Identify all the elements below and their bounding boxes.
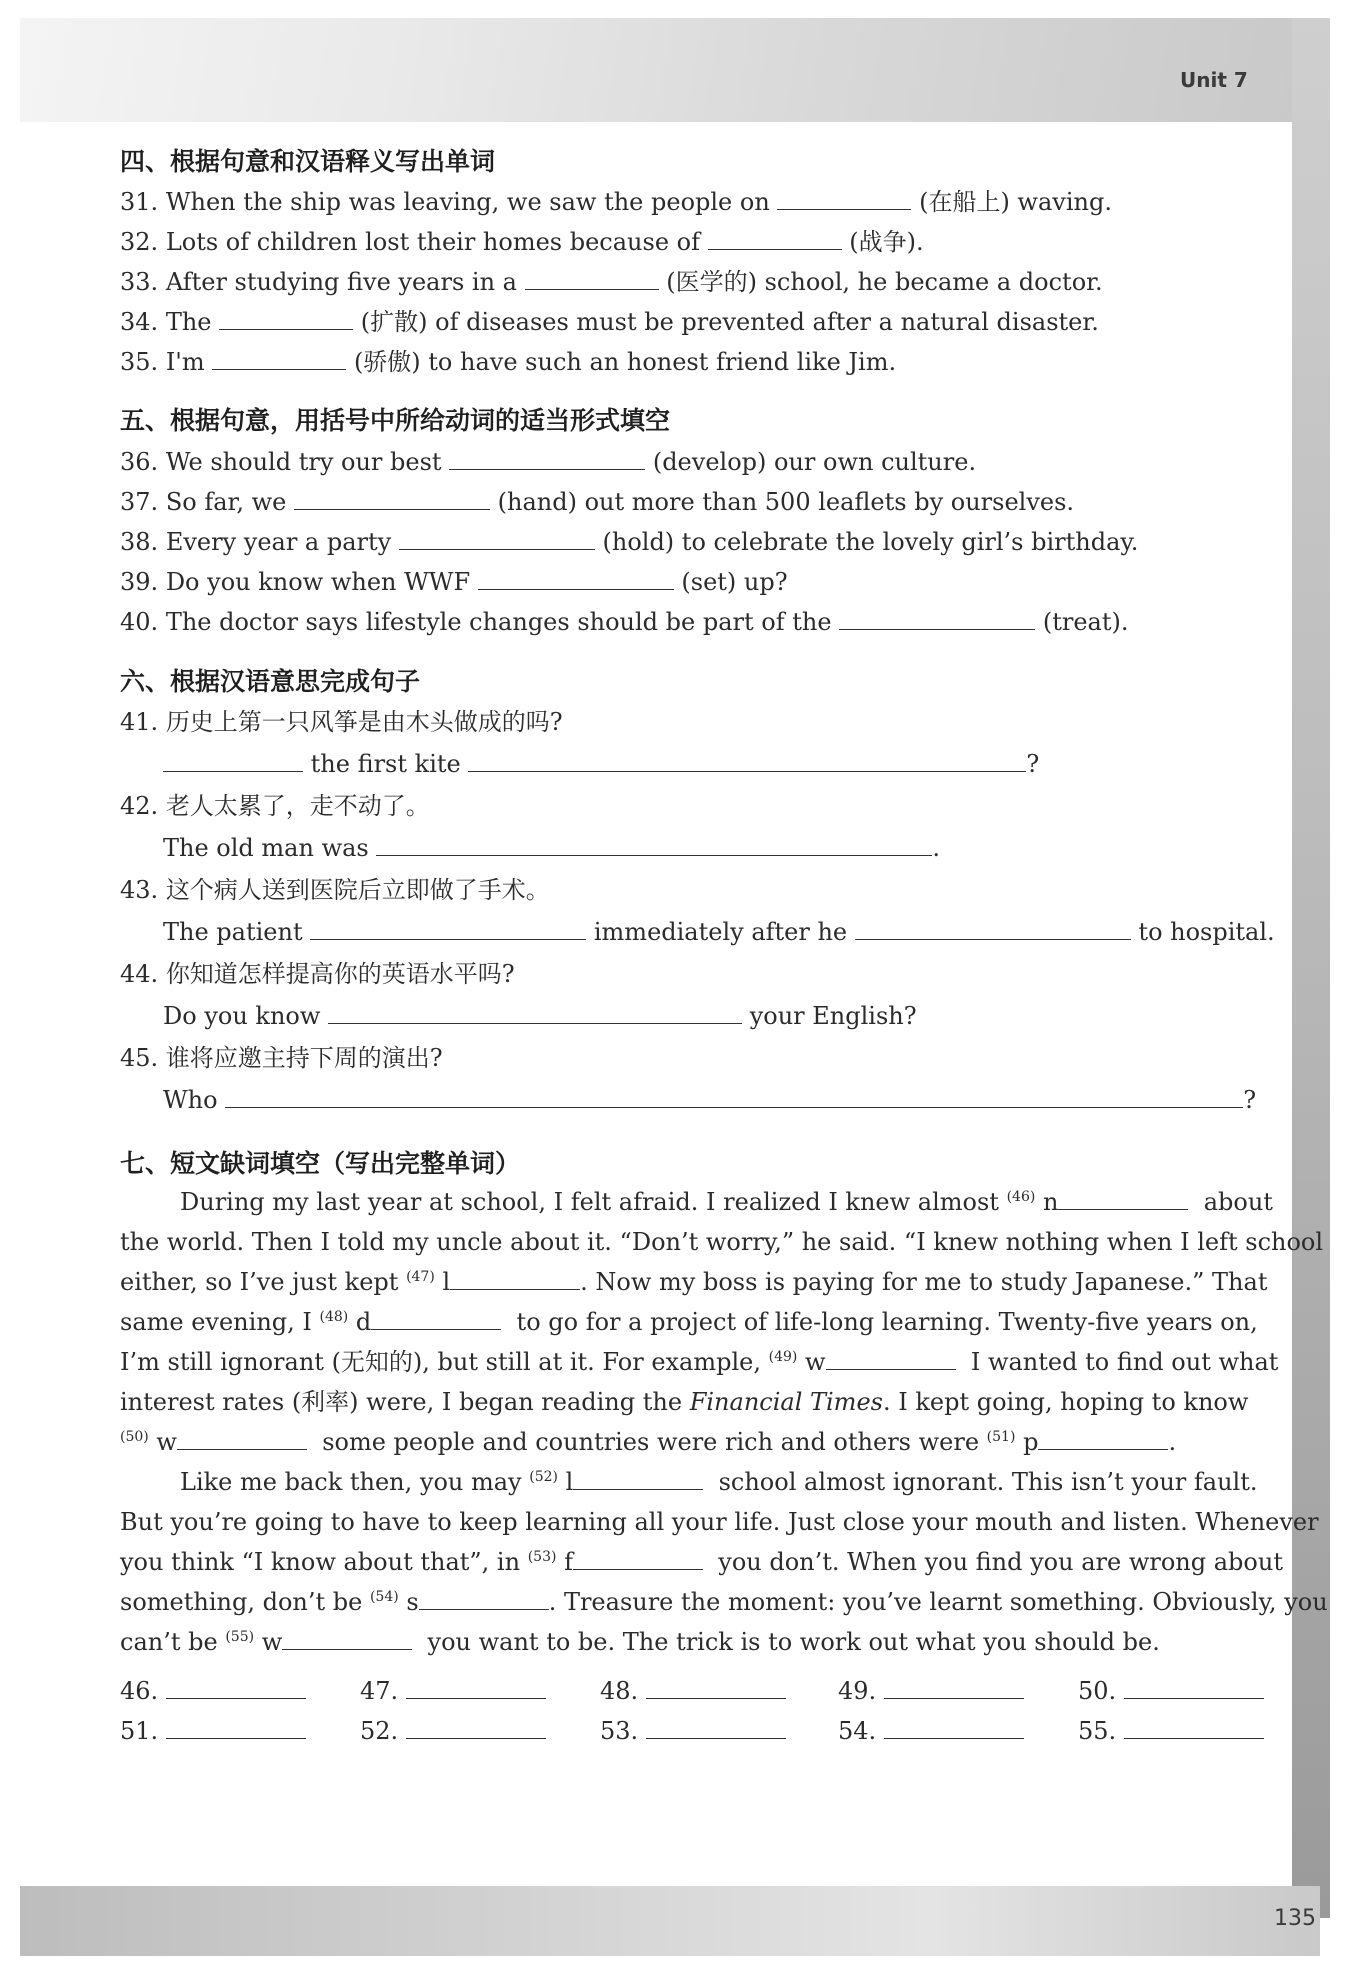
answer-blank-47[interactable] bbox=[450, 1267, 580, 1290]
answer-line-47[interactable] bbox=[406, 1676, 546, 1699]
page-header-band bbox=[20, 18, 1320, 122]
answer-line-51[interactable] bbox=[166, 1716, 306, 1739]
question-43-english: The patient immediately after he to hospital. bbox=[163, 918, 1275, 946]
question-42-chinese: 42. 老人太累了，走不动了。 bbox=[120, 792, 430, 820]
question-33: 33. After studying five years in a (医学的) school, he became a doctor. bbox=[120, 268, 1103, 296]
answer-slot-52: 52. bbox=[360, 1716, 546, 1745]
answer-blank-55[interactable] bbox=[282, 1627, 412, 1650]
passage-line-10: you think “I know about that”, in $^{(53)}$ f you don’t. When you find you are wrong about bbox=[120, 1548, 1283, 1576]
question-39: 39. Do you know when WWF (set) up? bbox=[120, 568, 788, 596]
passage-line-8: Like me back then, you may $^{(52)}$ l school almost ignorant. This isn’t your fault. bbox=[180, 1468, 1258, 1496]
question-34: 34. The (扩散) of diseases must be prevented after a natural disaster. bbox=[120, 308, 1099, 336]
answer-slot-49: 49. bbox=[838, 1676, 1024, 1705]
question-45-english: Who ? bbox=[163, 1086, 1257, 1114]
answer-blank-33[interactable] bbox=[525, 267, 659, 290]
page-footer-band bbox=[20, 1886, 1320, 1956]
answer-blank-44[interactable] bbox=[328, 1001, 742, 1024]
question-35: 35. I'm (骄傲) to have such an honest friend like Jim. bbox=[120, 348, 897, 376]
unit-label: Unit 7 bbox=[1180, 68, 1248, 92]
answer-blank-52[interactable] bbox=[573, 1467, 703, 1490]
answer-blank-54[interactable] bbox=[419, 1587, 549, 1610]
section-7-title: 七、短文缺词填空（写出完整单词） bbox=[120, 1149, 521, 1178]
question-32: 32. Lots of children lost their homes because of (战争). bbox=[120, 228, 924, 256]
answer-blank-53[interactable] bbox=[573, 1547, 703, 1570]
passage-line-6: interest rates (利率) were, I began reading the Financial Times. I kept going, hoping to know bbox=[120, 1388, 1249, 1416]
answer-blank-48[interactable] bbox=[371, 1307, 501, 1330]
question-42-english: The old man was . bbox=[163, 834, 941, 862]
answer-blank-32[interactable] bbox=[708, 227, 842, 250]
question-36: 36. We should try our best (develop) our own culture. bbox=[120, 448, 977, 476]
answer-blank-43a[interactable] bbox=[310, 917, 586, 940]
answer-slot-47: 47. bbox=[360, 1676, 546, 1705]
passage-line-3: either, so I’ve just kept $^{(47)}$ l . Now my boss is paying for me to study Japanese.” That bbox=[120, 1268, 1268, 1296]
answer-line-55[interactable] bbox=[1124, 1716, 1264, 1739]
answer-slot-55: 55. bbox=[1078, 1716, 1264, 1745]
answer-blank-39[interactable] bbox=[478, 567, 674, 590]
answer-slot-46: 46. bbox=[120, 1676, 306, 1705]
passage-line-9: But you’re going to have to keep learning all your life. Just close your mouth and listen. Whenever bbox=[120, 1508, 1319, 1536]
answer-blank-51[interactable] bbox=[1038, 1427, 1168, 1450]
answer-blank-34[interactable] bbox=[219, 307, 353, 330]
answer-blank-49[interactable] bbox=[826, 1347, 956, 1370]
answer-line-52[interactable] bbox=[406, 1716, 546, 1739]
answer-grid bbox=[120, 1670, 1270, 1760]
passage-line-5: I’m still ignorant (无知的), but still at it. For example, $^{(49)}$ w I wanted to find out what bbox=[120, 1348, 1279, 1376]
answer-blank-41b[interactable] bbox=[468, 749, 1026, 772]
answer-blank-35[interactable] bbox=[212, 347, 346, 370]
answer-slot-50: 50. bbox=[1078, 1676, 1264, 1705]
answer-blank-40[interactable] bbox=[839, 607, 1035, 630]
passage-line-12: can’t be $^{(55)}$ w you want to be. The trick is to work out what you should be. bbox=[120, 1628, 1160, 1656]
passage-line-11: something, don’t be $^{(54)}$ s . Treasure the moment: you’ve learnt something. Obviously, you bbox=[120, 1588, 1328, 1616]
answer-line-48[interactable] bbox=[646, 1676, 786, 1699]
question-45-chinese: 45. 谁将应邀主持下周的演出? bbox=[120, 1044, 443, 1072]
answer-slot-51: 51. bbox=[120, 1716, 306, 1745]
answer-slot-53: 53. bbox=[600, 1716, 786, 1745]
passage-line-4: same evening, I $^{(48)}$ d to go for a project of life-long learning. Twenty-five years on, bbox=[120, 1308, 1258, 1336]
question-31: 31. When the ship was leaving, we saw the people on (在船上) waving. bbox=[120, 188, 1112, 216]
question-38: 38. Every year a party (hold) to celebrate the lovely girl’s birthday. bbox=[120, 528, 1139, 556]
answer-blank-37[interactable] bbox=[294, 487, 490, 510]
answer-blank-43b[interactable] bbox=[855, 917, 1131, 940]
question-44-chinese: 44. 你知道怎样提高你的英语水平吗? bbox=[120, 960, 515, 988]
answer-line-49[interactable] bbox=[884, 1676, 1024, 1699]
answer-blank-45[interactable] bbox=[225, 1085, 1243, 1108]
answer-line-53[interactable] bbox=[646, 1716, 786, 1739]
answer-slot-48: 48. bbox=[600, 1676, 786, 1705]
question-40: 40. The doctor says lifestyle changes should be part of the (treat). bbox=[120, 608, 1129, 636]
answer-slot-54: 54. bbox=[838, 1716, 1024, 1745]
passage-line-2: the world. Then I told my uncle about it. “Don’t worry,” he said. “I knew nothing when I left school bbox=[120, 1228, 1324, 1256]
answer-blank-36[interactable] bbox=[449, 447, 645, 470]
question-41-english: the first kite ? bbox=[163, 749, 1039, 779]
question-37: 37. So far, we (hand) out more than 500 leaflets by ourselves. bbox=[120, 488, 1075, 516]
question-44-english: Do you know your English? bbox=[163, 1002, 917, 1030]
passage-line-1: During my last year at school, I felt afraid. I realized I knew almost $^{(46)}$ n about bbox=[180, 1188, 1273, 1216]
answer-line-54[interactable] bbox=[884, 1716, 1024, 1739]
section-6-title: 六、根据汉语意思完成句子 bbox=[120, 667, 421, 696]
answer-blank-50[interactable] bbox=[177, 1427, 307, 1450]
answer-blank-42[interactable] bbox=[376, 833, 932, 856]
passage-line-7: $^{(50)}$ w some people and countries were rich and others were $^{(51)}$ p . bbox=[120, 1428, 1177, 1456]
question-43-chinese: 43. 这个病人送到医院后立即做了手术。 bbox=[120, 876, 550, 904]
answer-blank-31[interactable] bbox=[777, 187, 911, 210]
answer-blank-41a[interactable] bbox=[163, 749, 303, 772]
question-41-chinese: 41. 历史上第一只风筝是由木头做成的吗? bbox=[120, 708, 563, 736]
section-5-title: 五、根据句意，用括号中所给动词的适当形式填空 bbox=[120, 406, 671, 435]
header-divider bbox=[20, 122, 1320, 126]
answer-blank-38[interactable] bbox=[399, 527, 595, 550]
answer-line-50[interactable] bbox=[1124, 1676, 1264, 1699]
section-4-title: 四、根据句意和汉语释义写出单词 bbox=[120, 147, 496, 176]
answer-line-46[interactable] bbox=[166, 1676, 306, 1699]
answer-blank-46[interactable] bbox=[1058, 1187, 1188, 1210]
page-number: 135 bbox=[1274, 1906, 1316, 1931]
page-edge-band bbox=[1292, 18, 1330, 1918]
